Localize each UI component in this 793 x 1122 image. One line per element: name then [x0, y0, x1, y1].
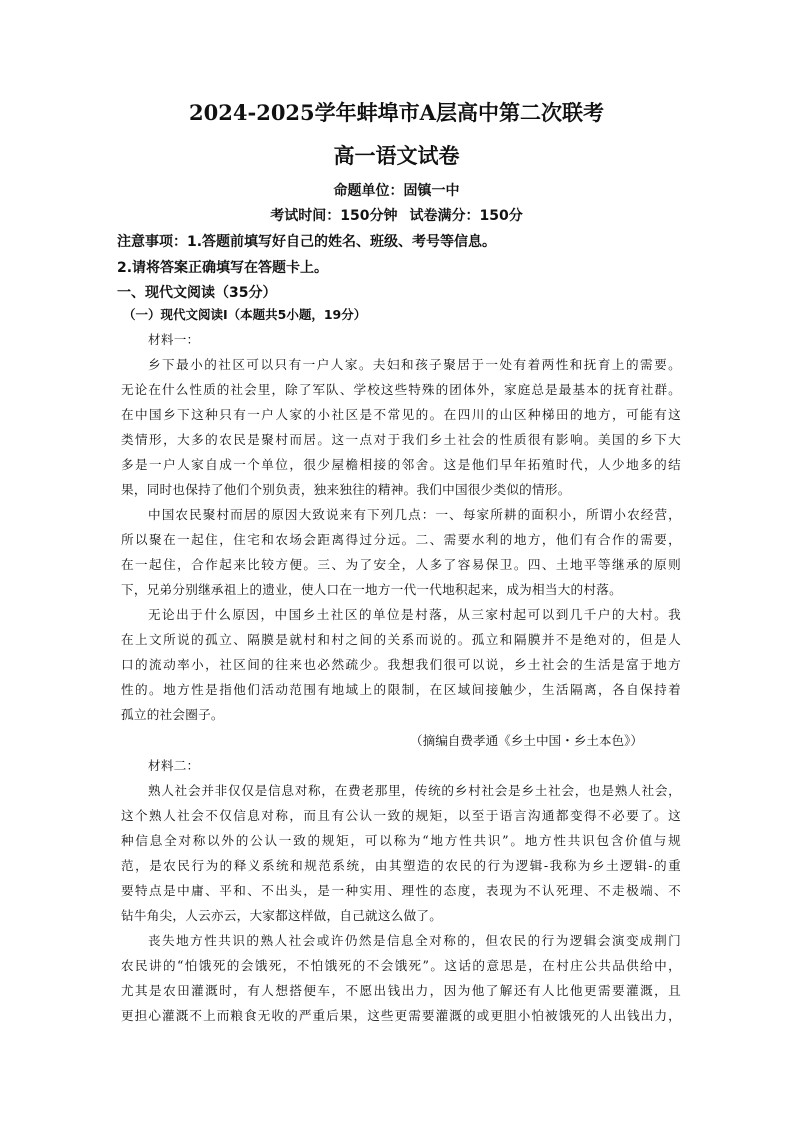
material1-label: 材料一： [148, 332, 200, 347]
material2-line: 丧失地方性共识的熟人社会或许仍然是信息全对称的，但农民的行为逻辑会演变成荆门 [148, 933, 681, 948]
section-subheading: （一）现代文阅读Ⅰ（本题共5小题，19分） [123, 307, 367, 322]
material1-line: 孤立的社会圈子。 [121, 707, 224, 722]
material2-line: 范，是农民行为的释义系统和规范系统，由其塑造的农民的行为逻辑-我称为乡土逻辑-的重 [121, 858, 681, 873]
exam-time: 考试时间：150分钟 [270, 208, 398, 224]
material2-line: 尤其是农田灌溉时，有人想搭便车，不愿出钱出力，因为他了解还有人比他更需要灌溉，且 [121, 983, 681, 998]
material2-line: 农民讲的“怕饿死的会饿死，不怕饿死的不会饿死”。这话的意思是，在村庄公共品供给中， [121, 958, 681, 973]
section-heading: 一、现代文阅读（35分） [117, 285, 277, 301]
material2-line: 钻牛角尖，人云亦云，大家都这样做，自己就这么做了。 [121, 908, 443, 923]
exam-info [0, 206, 793, 226]
material2-line: 种信息全对称以外的公认一致的规矩，可以称为“地方性共识”。地方性共识包含价值与规 [121, 833, 681, 848]
material1-line: 在上文所说的孤立、隔膜是就村和村之间的关系而说的。孤立和隔膜并不是绝对的，但是人 [121, 632, 681, 647]
material2-line: 要特点是中庸、平和、不出头，是一种实用、理性的态度，表现为不认死理、不走极端、不 [121, 883, 681, 898]
material1-line: 果，同时也保持了他们个别负责，独来独往的精神。我们中国很少类似的情形。 [121, 482, 571, 497]
material2-label: 材料二： [148, 758, 200, 773]
material1-line: 类情形，大多的农民是聚村而居。这一点对于我们乡土社会的性质很有影响。美国的乡下大 [121, 432, 681, 447]
material1-line: 乡下最小的社区可以只有一户人家。夫妇和孩子聚居于一处有着两性和抚育上的需要。 [148, 357, 681, 372]
exam-title: 2024-2025学年蚌埠市A层高中第二次联考 [189, 100, 604, 125]
material1-line: 口的流动率小，社区间的往来也必然疏少。我想我们很可以说，乡土社会的生活是富于地方 [121, 657, 681, 672]
notes-line-2: 2.请将答案正确填写在答题卡上。 [117, 260, 329, 276]
material1-line: 下，兄弟分别继承祖上的遗业，使人口在一地方一代一代地积起来，成为相当大的村落。 [121, 582, 622, 597]
material1-line: 无论在什么性质的社会里，除了军队、学校这些特殊的团体外，家庭总是最基本的抚育社群。 [121, 382, 681, 397]
exam-unit: 命题单位：固镇一中 [333, 183, 460, 199]
material2-line: 这个熟人社会不仅信息对称，而且有公认一致的规矩，以至于语言沟通都变得不必要了。这 [121, 808, 681, 823]
material1-line: 中国农民聚村而居的原因大致说来有下列几点：一、每家所耕的面积小，所谓小农经营， [148, 507, 681, 522]
material2-line: 熟人社会并非仅仅是信息对称，在费老那里，传统的乡村社会是乡土社会，也是熟人社会， [148, 783, 681, 798]
material1-line: 在一起住，合作起来比较方便。三、为了安全，人多了容易保卫。四、土地平等继承的原则 [121, 557, 681, 572]
material1-line: 性的。地方性是指他们活动范围有地域上的限制，在区域间接触少，生活隔离，各自保持着 [121, 682, 681, 697]
material1-line: 在中国乡下这种只有一户人家的小社区是不常见的。在四川的山区种梯田的地方，可能有这 [121, 407, 681, 422]
material1-line: 所以聚在一起住，住宅和农场会距离得过分远。二、需要水利的地方，他们有合作的需要， [121, 532, 681, 547]
material1-line: 无论出于什么原因，中国乡土社区的单位是村落，从三家村起可以到几千户的大村。我 [148, 607, 681, 622]
material1-source: （摘编自费孝通《乡土中国・乡土本色》） [410, 733, 643, 748]
exam-full-score: 试卷满分：150分 [409, 208, 523, 224]
exam-subtitle: 高一语文试卷 [333, 143, 460, 168]
material2-line: 更担心灌溉不上而粮食无收的严重后果，这些更需要灌溉的或更胆小怕被饿死的人出钱出力， [121, 1008, 681, 1023]
material1-line: 多是一户人家自成一个单位，很少屋檐相接的邻舍。这是他们早年拓殖时代，人少地多的结 [121, 457, 681, 472]
notes-line-1: 注意事项：1.答题前填写好自己的姓名、班级、考号等信息。 [117, 234, 497, 250]
